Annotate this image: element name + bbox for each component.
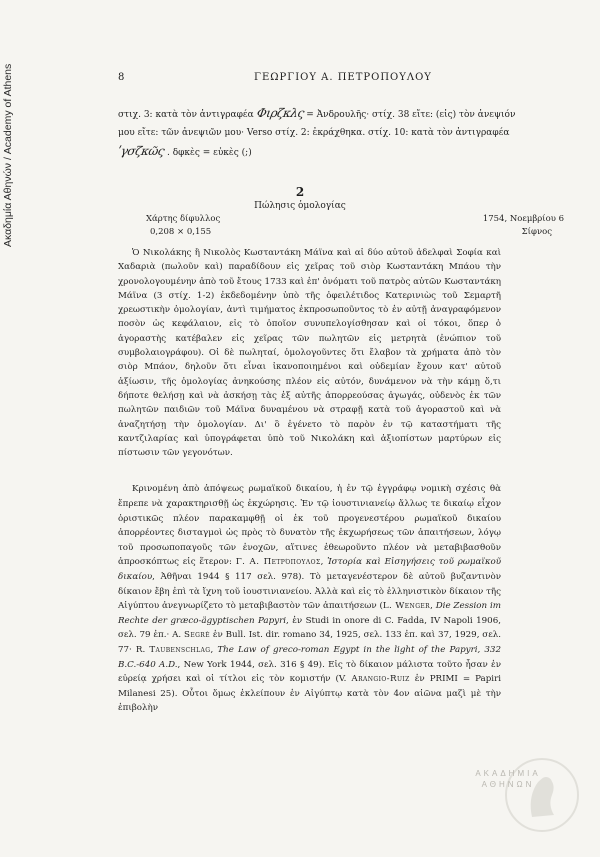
document-place: Σίφνος	[521, 227, 552, 237]
citation-text: , New York 1944, σελ. 316 § 49). Εἰς τὸ δίκαιον μάλιστα τοῦτο ἦσαν ἐν εὐρείᾳ χρήσει καὶ οἱ τίτλοι εἰς τὸν κομιστήν (V.	[118, 659, 501, 685]
running-head: ΓΕΩΡΓΙΟΥ Α. ΠΕΤΡΟΠΟΥΛΟΥ	[254, 72, 432, 83]
document-title: Πώλησις ὁμολογίας	[254, 201, 346, 211]
notes-line	[118, 104, 516, 124]
citation-text: , ἐν Studi in onore di C. Fadda, IV Napoli 1906, σελ. 79 ἐπ.· A.	[118, 615, 501, 641]
critical-notes	[116, 104, 516, 162]
citation-author: Segrè	[183, 630, 210, 641]
document-date: 1754, Νοεμβρίου 6	[482, 214, 564, 224]
handwritten-word: Φιρζκλς	[255, 106, 305, 120]
academy-seal-watermark	[502, 755, 582, 835]
citation-author: Arangio-Ruiz	[351, 674, 410, 685]
citation-author: Γ. Α. Πετρόπουλος	[235, 557, 321, 568]
note-text: μου εἴτε: τῶν ἀνεψιῶν μου· Verso στίχ. 2: ἐκράχθηκα. στίχ. 10: κατὰ τὸν ἀντιγραφέα	[118, 128, 510, 138]
document-material: Χάρτης δίφυλλος	[146, 214, 221, 224]
main-text	[118, 246, 501, 730]
notes-line	[118, 124, 510, 142]
citation-author: L. Wenger	[382, 601, 431, 612]
citation-title: Ἱστορία καὶ Εἰσηγήσεις τοῦ ρωμαϊκοῦ δικαίου	[118, 557, 502, 583]
citation-text: ἐν PRIMI = Papiri Milanesi 25). Οὗτοι ὅμως ἐκλείπουν ἐν Αἰγύπτῳ κατὰ τὸν 4ον αἰῶνα μαζὶ μὲ τὴν ἐπιβολὴν	[118, 674, 501, 714]
citation-text: ἐν Bull. Ist. dir. romano 34, 1925, σελ. 133 ἐπ. καὶ 37, 1929, σελ. 77· R.	[118, 630, 501, 655]
document-number: 2	[295, 185, 305, 199]
handwritten-word: ʹγσζκῶς	[116, 144, 166, 158]
page-number: 8	[118, 72, 125, 83]
watermark-line: ΑΚΑΔΗΜΙΑ	[475, 769, 541, 778]
citation-author: Taubenschlag	[149, 644, 211, 655]
citation-text: , Ἀθῆναι 1944 § 117 σελ. 978). Τὸ μεταγενέστερον δὲ αὐτοῦ βυζαντινὸν δίκαιον ἔβη ἐπὶ τὰ ἴχνη τοῦ ἰουστινιανείου. Ἀλλὰ καὶ εἰς τὸ ἑλληνιστικὸν δίκαιον τῆς Αἰγύπτου ἀνεγνωρίζετο τὸ μεταβιβαστὸν τῶν ἀπαιτήσεων (	[118, 572, 501, 612]
watermark-text	[438, 768, 578, 790]
document-date-block	[480, 213, 564, 239]
note-text: = Ἀνδρουλῆς· στίχ. 38 εἴτε: (εἰς) τὸν ἀνεψιόν	[306, 110, 516, 120]
citation-title: Die Zession im Rechte der græco-ägyptischen Papyri	[118, 601, 501, 626]
document-material-block	[146, 213, 220, 239]
watermark-line: ΑΘΗΝΩΝ	[481, 780, 535, 789]
commentary-paragraph: Κρινομένη ἀπὸ ἀπόψεως ρωμαϊκοῦ δικαίου, ἡ ἐν τῷ ἐγγράφῳ νομικὴ σχέσις θὰ ἔπρεπε νὰ χαρακτηρισθῇ ὡς ἐκχώρησις. Ἐν τῷ ἰουστινιανείῳ ἄλλως τε δικαίῳ εἶχον ὁριστικῶς πλέον παρακαμφθῇ οἱ ἐκ τοῦ προγενεστέρου ρωμαϊκοῦ δικαίου ἀπορρέοντες δισταγμοὶ ὡς πρὸς τὸ δυνατὸν τῆς ἐκχωρήσεως τῶν ἀπαιτήσεων, λόγῳ τοῦ προσωποπαγοῦς τῶν ἐνοχῶν, αἵτινες ἐθεωροῦντο πλέον νὰ μεταβιβασθοῦν ἀπροσκόπτως εἰς ἕτερον: Γ. Α. Πετρόπουλος, Ἱστορία καὶ Εἰσηγήσεις τοῦ ρωμαϊκοῦ δικαίου, Ἀθῆναι 1944 § 117 σελ. 978). Τὸ μεταγενέστερον δὲ αὐτοῦ βυζαντινὸν δίκαιον ἔβη ἐπὶ τὰ ἴχνη τοῦ ἰουστινιανείου. Ἀλλὰ καὶ εἰς τὸ ἑλληνιστικὸν δίκαιον τῆς Αἰγύπτου ἀνεγνωρίζετο τὸ μεταβιβαστὸν τῶν ἀπαιτήσεων (L. Wenger, Die Zession im Rechte der græco-ägyptischen Papyri, ἐν Studi in onore di C. Fadda, IV Napoli 1906, σελ. 79 ἐπ.· A. Segrè ἐν Bull. Ist. dir. romano 34, 1925, σελ. 133 ἐπ. καὶ 37, 1929, σελ. 77· R. Taubenschlag, The Law of greco-roman Egypt in the light of the Papyri, 332 B.C.-640 A.D., New York 1944, σελ. 316 § 49). Εἰς τὸ δίκαιον μάλιστα τοῦτο ἦσαν ἐν εὐρείᾳ χρήσει καὶ οἱ τίτλοι εἰς τὸν κομιστήν (V. Arangio-Ruiz ἐν PRIMI = Papiri Milanesi 25). Οὗτοι ὅμως ἐκλείπουν ἐν Αἰγύπτῳ κατὰ τὸν 4ον αἰῶνα μαζὶ μὲ τὴν ἐπιβολὴν	[118, 484, 502, 714]
archive-side-label: Ακαδημία Αθηνών / Academy of Athens	[2, 63, 14, 247]
document-dimensions: 0,208 × 0,155	[150, 227, 212, 237]
note-text: στιχ. 3: κατὰ τὸν ἀντιγραφέα	[118, 110, 254, 120]
notes-line	[118, 142, 490, 162]
note-text: . δφκὲς = εὐκὲς (;)	[166, 148, 252, 158]
commentary-text: Κρινομένη ἀπὸ ἀπόψεως ρωμαϊκοῦ δικαίου, ἡ ἐν τῷ ἐγγράφῳ νομικὴ σχέσις θὰ ἔπρεπε νὰ χαρακτηρισθῇ ὡς ἐκχώρησις. Ἐν τῷ ἰουστινιανείῳ ἄλλως τε δικαίῳ εἶχον ὁριστικῶς πλέον παρακαμφθῇ οἱ ἐκ τοῦ προγενεστέρου ρωμαϊκοῦ δικαίου ἀπορρέοντες δισταγμοὶ ὡς πρὸς τὸ δυνατὸν τῆς ἐκχωρήσεως τῶν ἀπαιτήσεων, λόγῳ τοῦ προσωποπαγοῦς τῶν ἐνοχῶν, αἵτινες ἐθεωροῦντο πλέον νὰ μεταβιβασθοῦν ἀπροσκόπτως εἰς ἕτερον:	[118, 484, 501, 568]
document-summary: Ὁ Νικολάκης ἢ Νικολὸς Κωσταντάκη Μάϊνα καὶ αἱ δύο αὐτοῦ ἀδελφαὶ Σοφία καὶ Χαδαριὰ (πωλοῦν καὶ) παραδίδουν εἰς χεῖρας τοῦ σιὸρ Κωσταντάκη Μπάου τὴν χρονολογουμένην ἀπὸ τοῦ ἔτους 1733 καὶ ἐπ' ὀνόματι τοῦ πατρὸς αὐτῶν Κωσταντάκη Μάϊνα (3 στίχ. 1-2) ἐκδεδομένην ὑπὸ τῆς ὀφειλέτιδος Κατερινιὼς τοῦ Σεμαρτῆ χρεωστικὴν ὁμολογίαν, ἀντὶ τιμήματος ἐκπροσωποῦντος τὸ ἐν αὐτῇ ἀναγραφόμενον ποσὸν ὡς κεφάλαιον, εἰς τὸ ὁποῖον συνυπελογίσθησαν καὶ οἱ τόκοι, ὅπερ ὁ ἀγοραστὴς κατέβαλεν εἰς χεῖρας τῶν πωλητῶν εἰς μετρητὰ (ἐνώπιον τοῦ συμβολαιογράφου). Οἱ δὲ πωληταί, ὁμολογοῦντες ὅτι ἔλαβον τὰ χρήματα ἀπὸ τὸν σιὸρ Μπάον, δηλοῦν ὅτι εἶναι ἱκανοποιημένοι καὶ οὐδεμίαν ἔχουν κατ' αὐτοῦ ἀξίωσιν, τῆς ὁμολογίας ἀνηκούσης πλέον εἰς αὐτόν, δυνάμενον νὰ τὴν κάμῃ ὅ,τι δήποτε θελήσῃ καὶ νὰ ἀσκήσῃ τὰς ἐξ αὐτῆς ἀπορρεούσας ἀγωγάς, οὐδενὸς ἐκ τῶν πωλητῶν παιδιῶν τοῦ Μάϊνα δυναμένου νὰ στραφῇ κατὰ τοῦ ἀγοραστοῦ καὶ νὰ ἀναζητήσῃ τὴν ὁμολογίαν. Δι' ὃ ἐγένετο τὸ παρὸν ἐν τῷ καταστήματι τῆς καντζιλαρίας καὶ ὑπογράφεται ὑπὸ τοῦ Νικολάκη καὶ ἀξιοπίστων μαρτύρων εἰς πίστωσιν τῶν γεγονότων.	[118, 248, 501, 459]
citation-title: The Law of greco-roman Egypt in the light of the Papyri, 332 B.C.-640 A.D.	[118, 644, 501, 670]
